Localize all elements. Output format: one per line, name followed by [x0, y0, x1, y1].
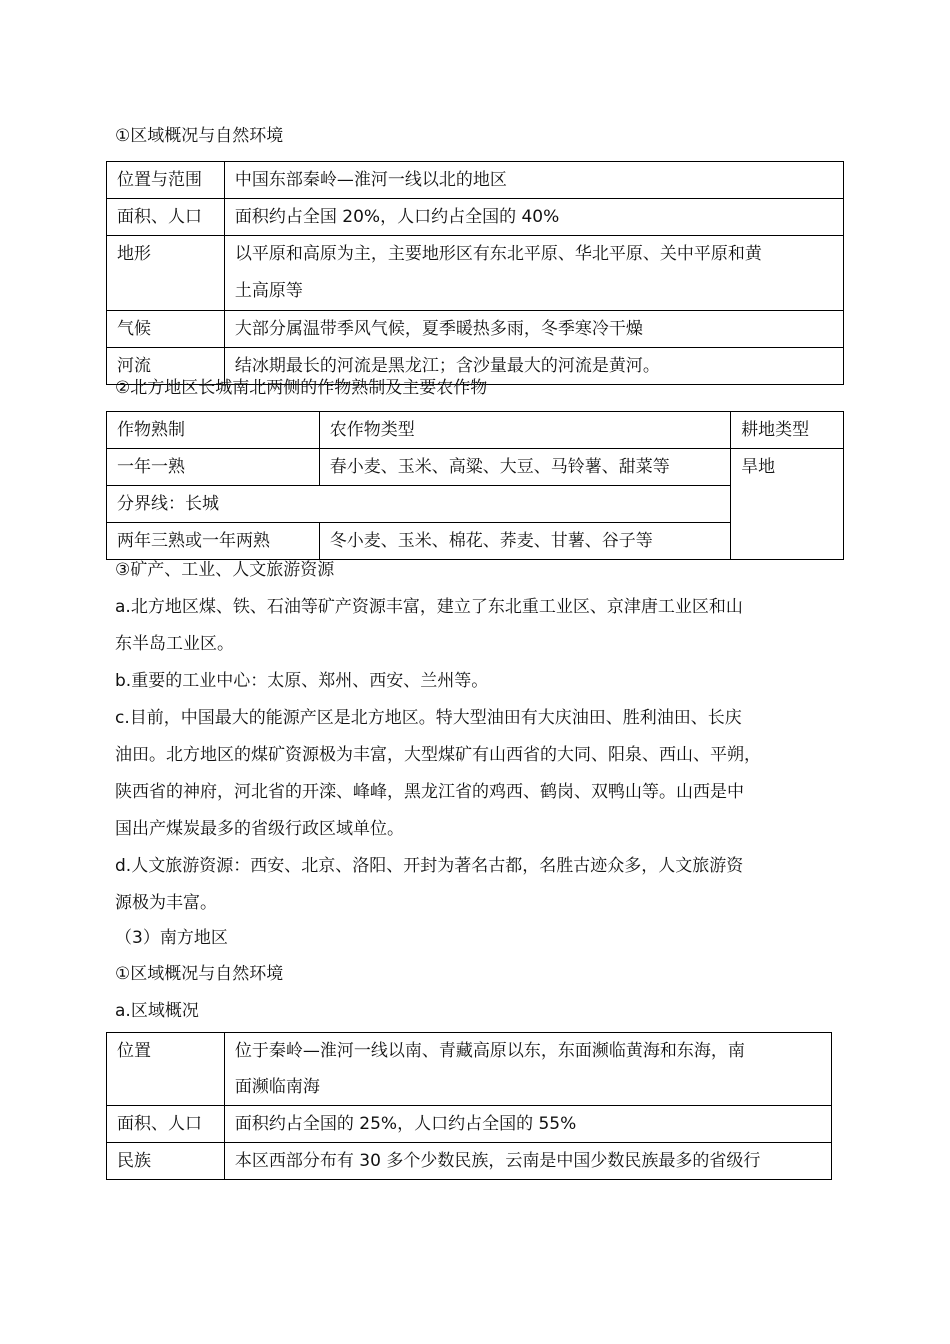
paragraph-line: 源极为丰富。: [115, 893, 217, 913]
content-line: 以平原和高原为主，主要地形区有东北平原、华北平原、关中平原和黄: [234, 244, 762, 264]
header-cell: 农作物类型: [319, 412, 730, 449]
row-content: [224, 162, 843, 199]
subsection-heading: a.区域概况: [115, 1001, 199, 1021]
row-label: 面积、人口: [107, 199, 225, 236]
section-heading: ②北方地区长城南北两侧的作物熟制及主要农作物: [115, 378, 488, 398]
row-label: 气候: [107, 311, 225, 348]
row-content: [224, 311, 843, 348]
content-line: 本区西部分布有 30 多个少数民族，云南是中国少数民族最多的省级行: [234, 1151, 761, 1171]
paragraph-line: 油田。北方地区的煤矿资源极为丰富，大型煤矿有山西省的大同、阳泉、西山、平朔，: [115, 745, 761, 765]
paragraph-line: d.人文旅游资源：西安、北京、洛阳、开封为著名古都，名胜古迹众多，人文旅游资: [115, 856, 744, 876]
south-overview-table: [106, 1032, 832, 1180]
land-type-cell: 旱地: [731, 449, 844, 560]
table-row: [107, 1033, 832, 1106]
table-row: [107, 1143, 832, 1180]
row-content: [224, 1143, 831, 1180]
subsection-heading: ①区域概况与自然环境: [115, 964, 284, 984]
section-heading: ①区域概况与自然环境: [115, 126, 284, 146]
region-overview-table: [106, 161, 844, 385]
row-content: [224, 1106, 831, 1143]
content-line: 大部分属温带季风气候，夏季暖热多雨，冬季寒冷干燥: [234, 319, 643, 339]
content-line: 中国东部秦岭—淮河一线以北的地区: [234, 170, 507, 190]
table-row: [107, 311, 844, 348]
row-label: 位置与范围: [107, 162, 225, 199]
section-heading: （3）南方地区: [115, 928, 228, 948]
table-row: [107, 199, 844, 236]
crop-types-cell: 冬小麦、玉米、棉花、荞麦、甘薯、谷子等: [319, 523, 730, 560]
section-heading: ③矿产、工业、人文旅游资源: [115, 560, 335, 580]
row-label: 位置: [107, 1033, 225, 1106]
header-cell: 耕地类型: [731, 412, 844, 449]
table-row: [107, 236, 844, 311]
row-label: 面积、人口: [107, 1106, 225, 1143]
paragraph-line: b.重要的工业中心：太原、郑州、西安、兰州等。: [115, 671, 489, 691]
paragraph-line: 东半岛工业区。: [115, 634, 234, 654]
content-line: 面积约占全国的 25%，人口约占全国的 55%: [234, 1114, 577, 1134]
crop-system-table: [106, 411, 844, 560]
row-label: 河流: [107, 348, 225, 385]
row-label: 地形: [107, 236, 225, 311]
crop-system-cell: 两年三熟或一年两熟: [107, 523, 320, 560]
table-row: [107, 449, 844, 486]
content-line: 结冰期最长的河流是黑龙江；含沙量最大的河流是黄河。: [234, 356, 660, 376]
divider-cell: 分界线：长城: [107, 486, 731, 523]
paragraph-line: a.北方地区煤、铁、石油等矿产资源丰富，建立了东北重工业区、京津唐工业区和山: [115, 597, 743, 617]
row-content: [224, 199, 843, 236]
table-row: [107, 162, 844, 199]
row-label: 民族: [107, 1143, 225, 1180]
content-line: 面濒临南海: [234, 1077, 320, 1097]
header-cell: 作物熟制: [107, 412, 320, 449]
row-content: [224, 1033, 831, 1106]
table-header-row: [107, 412, 844, 449]
table-row: [107, 1106, 832, 1143]
content-line: 位于秦岭—淮河一线以南、青藏高原以东，东面濒临黄海和东海，南: [234, 1041, 745, 1061]
crop-system-cell: 一年一熟: [107, 449, 320, 486]
row-content: [224, 236, 843, 311]
paragraph-line: 陕西省的神府，河北省的开滦、峰峰，黑龙江省的鸡西、鹤岗、双鸭山等。山西是中: [115, 782, 744, 802]
content-line: 面积约占全国 20%，人口约占全国的 40%: [234, 207, 560, 227]
content-line: 土高原等: [234, 281, 303, 301]
crop-types-cell: 春小麦、玉米、高粱、大豆、马铃薯、甜菜等: [319, 449, 730, 486]
paragraph-line: 国出产煤炭最多的省级行政区域单位。: [115, 819, 404, 839]
paragraph-line: c.目前，中国最大的能源产区是北方地区。特大型油田有大庆油田、胜利油田、长庆: [115, 708, 742, 728]
